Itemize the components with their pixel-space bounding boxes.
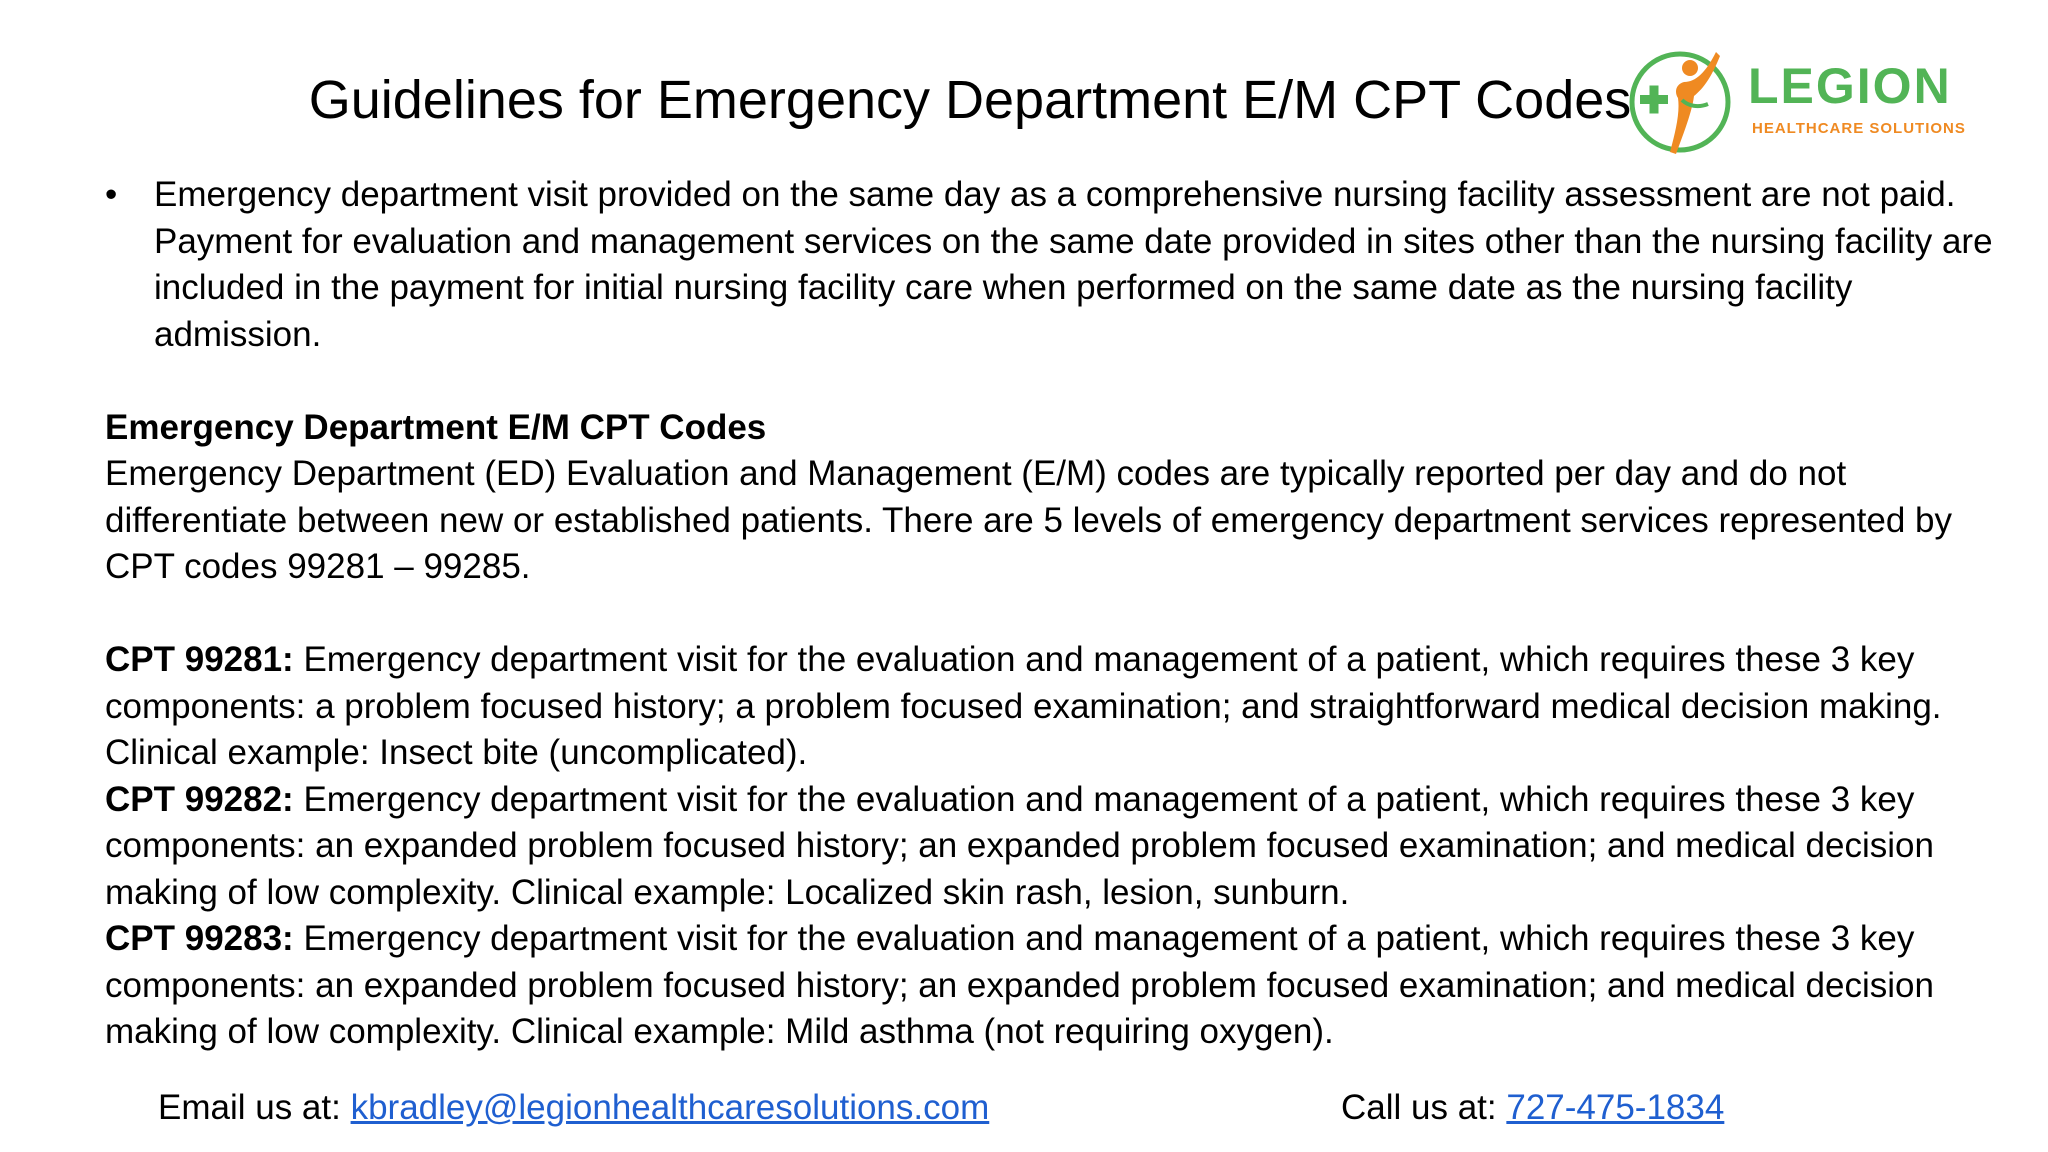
email-link[interactable]: kbradley@legionhealthcaresolutions.com [350,1088,990,1127]
code-entry-99282 [105,777,2005,917]
code-label: CPT 99281: [105,640,294,679]
section-intro: Emergency Department (ED) Evaluation and Management (E/M) codes are typically reported per day and do not differentiate between new or established patients. There are 5 levels of emergency department services represented by CPT codes 99281 – 99285. [105,454,1952,586]
page-title: Guidelines for Emergency Department E/M CPT Codes [308,70,1632,130]
bullet-text: Emergency department visit provided on the same day as a comprehensive nursing facility assessment are not paid. Payment for evaluation and management services on the same date provided in sites other than the nursing facility are included in the payment for initial nursing facility care when performed on the same date as the nursing facility admission. [154,175,1993,354]
section-heading: Emergency Department E/M CPT Codes [105,407,767,447]
bullet-marker: • [105,175,118,214]
code-label: CPT 99283: [105,919,294,958]
legion-logo-icon [1622,42,1742,162]
phone-label: Call us at: [1341,1088,1507,1127]
footer-email [158,1085,989,1131]
bullet-item [105,172,2005,358]
code-entry-99283 [105,916,2005,1056]
logo-tagline: HEALTHCARE SOLUTIONS [1752,120,1966,137]
logo-name: LEGION [1748,58,1952,114]
spacer [105,591,2005,638]
legion-logo [1622,42,1992,162]
code-label: CPT 99282: [105,779,294,819]
main-content [105,172,2005,1056]
code-description: Emergency department visit for the evaluation and management of a patient, which requires these 3 key components: a problem focused history; a problem focused examination; and straightforward medical decision making. Clinical example: Insect bite (uncomplicated). [105,640,1942,772]
phone-link[interactable]: 727-475-1834 [1506,1088,1725,1127]
footer-phone [1341,1085,1724,1131]
code-description: Emergency department visit for the evaluation and management of a patient, which requires these 3 key components: an expanded problem focused history; an expanded problem focused examination; and medical decision making of low complexity. Clinical example: Mild asthma (not requiring oxygen). [105,919,1934,1051]
code-description: Emergency department visit for the evaluation and management of a patient, which requires these 3 key components: an expanded problem focused history; an expanded problem focused examination; and medical decision making of low complexity. Clinical example: Localized skin rash, lesion, sunburn. [105,779,1934,912]
spacer [105,358,2005,405]
code-entry-99281 [105,637,2005,777]
email-label: Email us at: [158,1088,351,1127]
